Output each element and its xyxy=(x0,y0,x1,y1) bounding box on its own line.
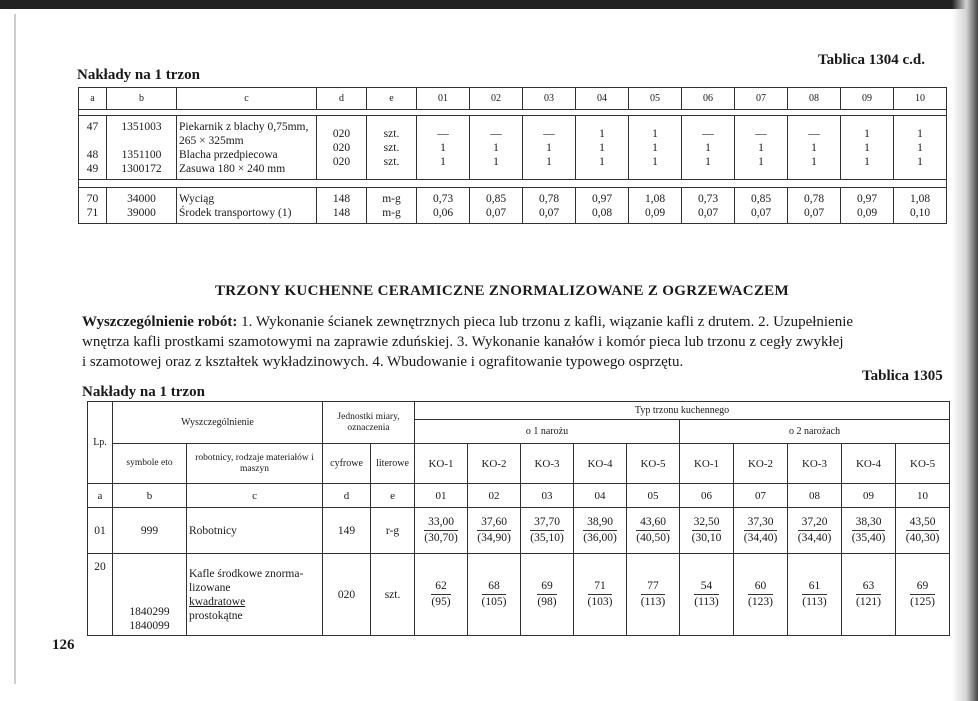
table-1304-header-06: 06 xyxy=(682,88,735,110)
cell-a: 70 71 xyxy=(79,188,107,224)
cell-symbol: 1840299 1840099 xyxy=(113,554,187,636)
cell-02: 0,85 0,07 xyxy=(470,188,523,224)
header-symbole: symbole eto xyxy=(113,444,187,484)
cell-02: — 1 1 xyxy=(470,116,523,180)
cell-value-09: $\frac{38,30}{(35,40)}$ xyxy=(842,508,896,554)
cell-a: 47 48 49 xyxy=(79,116,107,180)
table-1304-header-05: 05 xyxy=(629,88,682,110)
cell-06: — 1 1 xyxy=(682,116,735,180)
header-letter-c: c xyxy=(187,484,323,508)
table-1304-header-08: 08 xyxy=(788,88,841,110)
cell-d: 020 020 020 xyxy=(317,116,367,180)
table-1304-label: Tablica 1304 c.d. xyxy=(818,52,925,68)
description-line-1: Wyszczególnienie robót: 1. Wykonanie ścianek zewnętrznych pieca lub trzonu z kafli, wiązanie kafli z drutem. 2. Uzupełnienie xyxy=(82,314,854,330)
cell-name: Kafle środkowe znorma- lizowane kwadratowe prostokątne xyxy=(187,554,323,636)
table-1304-header-04: 04 xyxy=(576,88,629,110)
header-letter-01: 01 xyxy=(415,484,468,508)
cell-value-03: $\frac{69}{(98)}$ xyxy=(521,554,574,636)
cell-07: 0,85 0,07 xyxy=(735,188,788,224)
cell-symbol: 999 xyxy=(113,508,187,554)
table-1304-header-row xyxy=(79,88,947,110)
header-type-ko-2-1: KO-2 xyxy=(468,444,521,484)
cell-08: — 1 1 xyxy=(788,116,841,180)
header-letter-d: d xyxy=(323,484,371,508)
cell-07: — 1 1 xyxy=(735,116,788,180)
table-1304-header-b: b xyxy=(107,88,177,110)
header-letter-05: 05 xyxy=(627,484,680,508)
cell-06: 0,73 0,07 xyxy=(682,188,735,224)
cell-10: 1,08 0,10 xyxy=(894,188,947,224)
cell-value-04: $\frac{38,90}{(36,00)}$ xyxy=(574,508,627,554)
header-type-ko-4-2: KO-4 xyxy=(842,444,896,484)
section-title: TRZONY KUCHENNE CERAMICZNE ZNORMALIZOWANE Z OGRZEWACZEM xyxy=(215,283,789,299)
header-type-ko-1-2: KO-1 xyxy=(680,444,734,484)
table-1305-heading: Nakłady na 1 trzon xyxy=(82,384,205,400)
header-letter-04: 04 xyxy=(574,484,627,508)
cell-e: szt. xyxy=(371,554,415,636)
cell-b: 34000 39000 xyxy=(107,188,177,224)
cell-d: 149 xyxy=(323,508,371,554)
cell-value-02: $\frac{37,60}{(34,90)}$ xyxy=(468,508,521,554)
page-fold-line xyxy=(14,14,16,684)
cell-09: 0,97 0,09 xyxy=(841,188,894,224)
header-letter-b: b xyxy=(113,484,187,508)
cell-value-09: $\frac{63}{(121)}$ xyxy=(842,554,896,636)
cell-e: szt. szt. szt. xyxy=(367,116,417,180)
header-type-ko-4-1: KO-4 xyxy=(574,444,627,484)
cell-value-08: $\frac{37,20}{(34,40)}$ xyxy=(788,508,842,554)
header-letter-08: 08 xyxy=(788,484,842,508)
cell-value-01: $\frac{33,00}{(30,70)}$ xyxy=(415,508,468,554)
header-cyfrowe: cyfrowe xyxy=(323,444,371,484)
header-literowe: literowe xyxy=(371,444,415,484)
cell-b: 1351003 1351100 1300172 xyxy=(107,116,177,180)
header-letter-09: 09 xyxy=(842,484,896,508)
table-1304-header-01: 01 xyxy=(417,88,470,110)
header-type-ko-5-1: KO-5 xyxy=(627,444,680,484)
header-type-ko-3-1: KO-3 xyxy=(521,444,574,484)
cell-value-10: $\frac{43,50}{(40,30)}$ xyxy=(896,508,950,554)
table-1304-header-e: e xyxy=(367,88,417,110)
page-number: 126 xyxy=(52,637,75,653)
cell-04: 0,97 0,08 xyxy=(576,188,629,224)
header-letter-07: 07 xyxy=(734,484,788,508)
header-type-ko-3-2: KO-3 xyxy=(788,444,842,484)
cell-03: — 1 1 xyxy=(523,116,576,180)
cell-value-06: $\frac{54}{(113)}$ xyxy=(680,554,734,636)
header-typ-trzonu: Typ trzonu kuchennego xyxy=(415,402,950,420)
header-robotnicy: robotnicy, rodzaje materiałów i maszyn xyxy=(187,444,323,484)
header-o-1-narozu: o 1 narożu xyxy=(415,420,680,444)
cell-03: 0,78 0,07 xyxy=(523,188,576,224)
table-1304-group1 xyxy=(79,116,947,180)
page-top-edge xyxy=(0,0,978,9)
description-line-2: wnętrza kafli prostkami szamotowymi na zaprawie zduńskiej. 3. Wykonanie kanałów i komór pieca lub trzonu z cegły zwykłej xyxy=(82,334,844,350)
description-line-3: i szamotowej oraz z kształtek wykładzinowych. 4. Wbudowanie i ografitowanie typowego osprzętu. xyxy=(82,354,684,370)
table-1304-header-d: d xyxy=(317,88,367,110)
cell-e: r-g xyxy=(371,508,415,554)
header-letter-03: 03 xyxy=(521,484,574,508)
cell-05: 1 1 1 xyxy=(629,116,682,180)
cell-10: 1 1 1 xyxy=(894,116,947,180)
cell-04: 1 1 1 xyxy=(576,116,629,180)
header-type-ko-5-2: KO-5 xyxy=(896,444,950,484)
table-1304-header-09: 09 xyxy=(841,88,894,110)
table-1304-heading: Nakłady na 1 trzon xyxy=(77,67,200,83)
header-type-ko-1-1: KO-1 xyxy=(415,444,468,484)
cell-01: 0,73 0,06 xyxy=(417,188,470,224)
header-letter-10: 10 xyxy=(896,484,950,508)
table-1305 xyxy=(87,401,950,636)
table-1305-label: Tablica 1305 xyxy=(862,368,943,384)
table-row-01 xyxy=(88,508,950,554)
cell-09: 1 1 1 xyxy=(841,116,894,180)
cell-01: — 1 1 xyxy=(417,116,470,180)
cell-05: 1,08 0,09 xyxy=(629,188,682,224)
table-1304-header-c: c xyxy=(177,88,317,110)
table-1304-header-a: a xyxy=(79,88,107,110)
page-edge-shadow xyxy=(952,0,978,701)
cell-lp: 20 xyxy=(88,554,113,636)
cell-value-08: $\frac{61}{(113)}$ xyxy=(788,554,842,636)
header-letter-02: 02 xyxy=(468,484,521,508)
cell-value-10: $\frac{69}{(125)}$ xyxy=(896,554,950,636)
table-1304-header-02: 02 xyxy=(470,88,523,110)
cell-d: 020 xyxy=(323,554,371,636)
header-letter-a: a xyxy=(88,484,113,508)
cell-value-07: $\frac{60}{(123)}$ xyxy=(734,554,788,636)
table-1304-header-07: 07 xyxy=(735,88,788,110)
header-wyszczegolnienie: Wyszczególnienie xyxy=(113,402,323,444)
header-letter-e: e xyxy=(371,484,415,508)
cell-value-05: $\frac{77}{(113)}$ xyxy=(627,554,680,636)
cell-value-05: $\frac{43,60}{(40,50)}$ xyxy=(627,508,680,554)
cell-08: 0,78 0,07 xyxy=(788,188,841,224)
table-1304-group2 xyxy=(79,188,947,224)
header-jednostki: Jednostki miary, oznaczenia xyxy=(323,402,415,444)
cell-value-06: $\frac{32,50}{(30,10}$ xyxy=(680,508,734,554)
header-o-2-narozach: o 2 narożach xyxy=(680,420,950,444)
table-1304 xyxy=(78,87,947,224)
cell-value-07: $\frac{37,30}{(34,40)}$ xyxy=(734,508,788,554)
table-1304-header-03: 03 xyxy=(523,88,576,110)
cell-e: m-g m-g xyxy=(367,188,417,224)
cell-c: Wyciąg Środek transportowy (1) xyxy=(177,188,317,224)
cell-value-03: $\frac{37,70}{(35,10)}$ xyxy=(521,508,574,554)
header-type-ko-2-2: KO-2 xyxy=(734,444,788,484)
header-letter-06: 06 xyxy=(680,484,734,508)
header-lp: Lp. xyxy=(88,402,113,484)
table-1304-header-10: 10 xyxy=(894,88,947,110)
cell-lp: 01 xyxy=(88,508,113,554)
table-row-20 xyxy=(88,554,950,636)
cell-name: Robotnicy xyxy=(187,508,323,554)
cell-value-02: $\frac{68}{(105)}$ xyxy=(468,554,521,636)
cell-value-04: $\frac{71}{(103)}$ xyxy=(574,554,627,636)
cell-c: Piekarnik z blachy 0,75mm, 265 × 325mm Blacha przedpiecowa Zasuwa 180 × 240 mm xyxy=(177,116,317,180)
cell-value-01: $\frac{62}{(95)}$ xyxy=(415,554,468,636)
cell-d: 148 148 xyxy=(317,188,367,224)
